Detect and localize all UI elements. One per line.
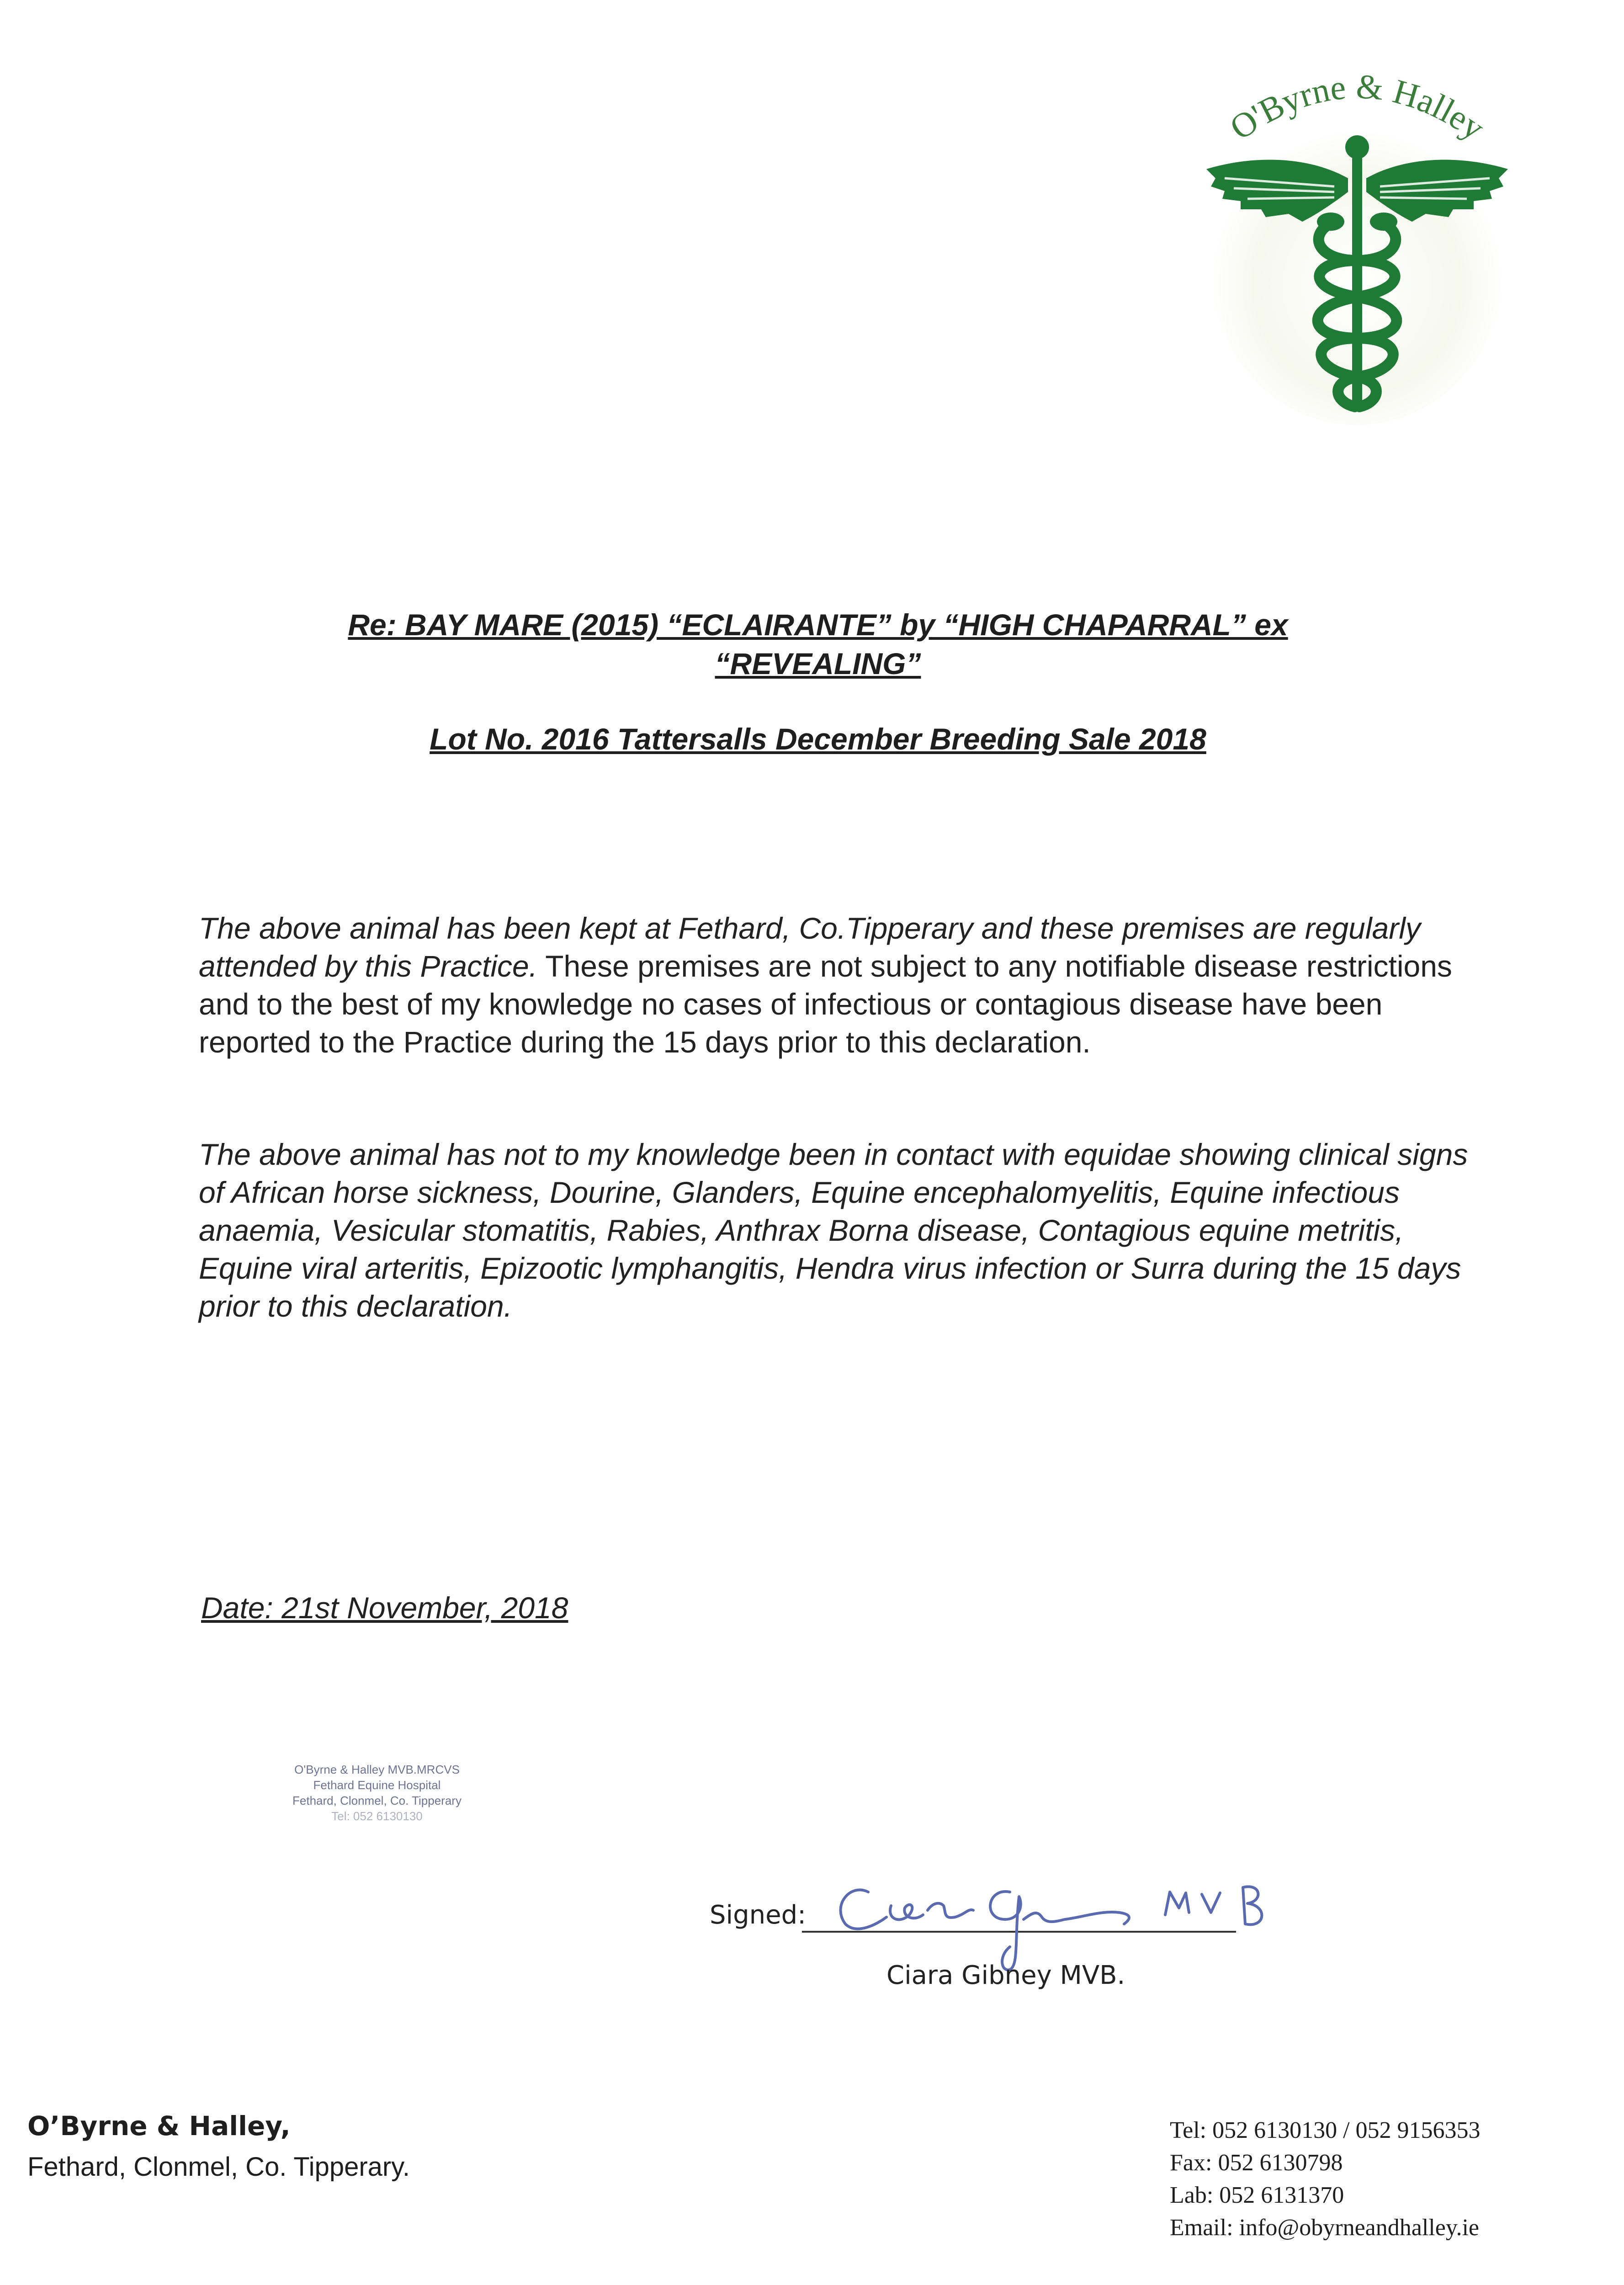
practice-stamp (270, 1762, 484, 1824)
declaration-paragraph-1 (199, 909, 1478, 1061)
logo-text: O'Byrne & Halley (1223, 67, 1491, 148)
lot-heading: Lot No. 2016 Tattersalls December Breeding Sale 2018 (430, 722, 1206, 756)
signed-label: Signed: (710, 1900, 807, 1930)
stamp-line: Fethard Equine Hospital (313, 1778, 441, 1792)
footer-address: Fethard, Clonmel, Co. Tipperary. (27, 2152, 410, 2182)
stamp-line: O'Byrne & Halley MVB.MRCVS (294, 1763, 460, 1776)
handwritten-signature (818, 1855, 1284, 1974)
footer-contact-block (1170, 2114, 1481, 2244)
practice-logo (1197, 41, 1517, 439)
footer-tel: Tel: 052 6130130 / 052 9156353 (1170, 2117, 1481, 2143)
signer-name: Ciara Gibney MVB. (886, 1961, 1125, 1990)
caduceus-icon (1197, 41, 1517, 439)
subject-heading-continued: “REVEALING” (715, 647, 921, 680)
declaration-paragraph-2: The above animal has not to my knowledge been in contact with equidae showing clinical signs of African horse sickness, Dourine, Glanders, Equine encephalomyelitis, Equine infectious anaemia, Vesicular stomatitis, Rabies, Anthrax Borna disease, Contagious equine metritis, Equine viral arteritis, Epizootic lymphangitis, Hendra virus infection or Surra during the 15 days prior to this declaration. (199, 1137, 1468, 1323)
paragraph-1-italic: The above animal has been kept at Fethard, Co.Tipperary and these premises are regularly attended by this Practice. (199, 911, 1421, 983)
footer-lab: Lab: 052 6131370 (1170, 2182, 1344, 2208)
paragraph-1-regular: These premises are not subject to any notifiable disease restrictions and to the best of my knowledge no cases of infectious or contagious disease have been reported to the Practice during the 15 days prior to this declaration. (199, 949, 1452, 1059)
subject-heading: Re: BAY MARE (2015) “ECLAIRANTE” by “HIGH CHAPARRAL” ex (348, 608, 1288, 642)
footer-practice-name: O’Byrne & Halley, (27, 2110, 291, 2142)
stamp-line: Fethard, Clonmel, Co. Tipperary (292, 1794, 462, 1807)
footer-fax: Fax: 052 6130798 (1170, 2150, 1343, 2176)
stamp-line: Tel: 052 6130130 (331, 1809, 423, 1823)
footer-email[interactable]: Email: info@obyrneandhalley.ie (1170, 2215, 1479, 2241)
declaration-date: Date: 21st November, 2018 (201, 1591, 568, 1625)
